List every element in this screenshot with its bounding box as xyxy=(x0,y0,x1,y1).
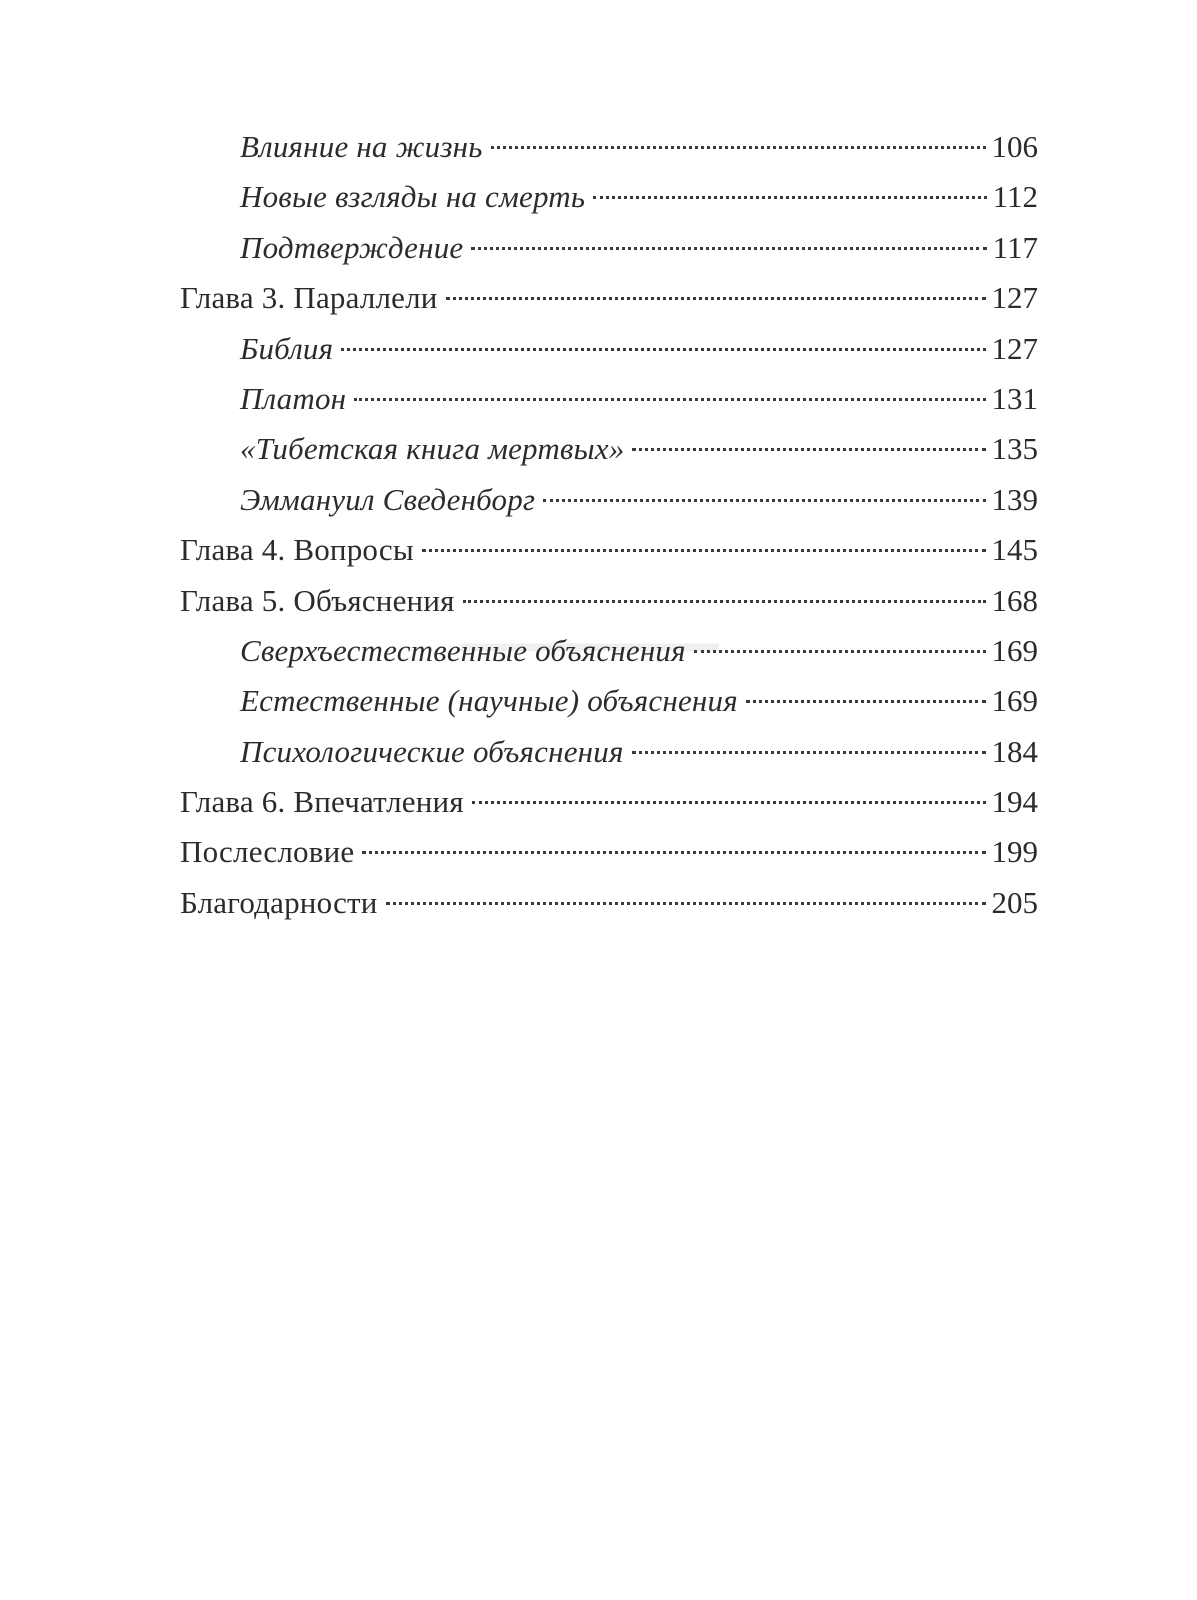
toc-chapter-entry[interactable] xyxy=(180,777,1038,827)
toc-dot-leader xyxy=(632,751,986,754)
toc-entry-title: Благодарности xyxy=(180,884,378,920)
toc-entry-page: 169 xyxy=(991,683,1038,719)
toc-entry[interactable] xyxy=(180,676,1038,726)
toc-entry-title: Библия xyxy=(240,330,334,366)
toc-dot-leader xyxy=(463,600,986,603)
toc-dot-leader xyxy=(471,247,986,250)
toc-entry-title: Новые взгляды на смерть xyxy=(240,179,586,215)
toc-entry[interactable] xyxy=(180,172,1038,222)
toc-dot-leader xyxy=(746,700,986,703)
toc-entry-page: 106 xyxy=(991,129,1038,164)
toc-dot-leader xyxy=(632,448,985,451)
table-of-contents xyxy=(180,122,1038,928)
toc-entry-page: 199 xyxy=(991,834,1038,870)
toc-entry-title: Глава 6. Впечатления xyxy=(180,784,464,820)
toc-entry-title: Влияние на жизнь xyxy=(240,129,483,164)
toc-dot-leader xyxy=(472,801,986,804)
toc-entry-page: 139 xyxy=(991,481,1038,517)
toc-dot-leader xyxy=(694,650,986,653)
toc-entry[interactable] xyxy=(180,324,1038,374)
toc-dot-leader xyxy=(593,196,986,199)
toc-chapter-entry[interactable] xyxy=(180,878,1038,928)
toc-chapter-entry[interactable] xyxy=(180,525,1038,575)
toc-entry[interactable] xyxy=(180,727,1038,777)
toc-entry-title: Глава 4. Вопросы xyxy=(180,532,414,568)
toc-entry-page: 145 xyxy=(991,532,1038,568)
toc-entry[interactable] xyxy=(180,122,1038,172)
toc-entry-page: 169 xyxy=(991,632,1038,668)
bleed-through-decoration: ▁▁▁▁▁▁▁ xyxy=(460,597,719,650)
toc-entry-title: Сверхъестественные объяснения xyxy=(240,632,686,668)
toc-entry[interactable] xyxy=(180,475,1038,525)
toc-dot-leader xyxy=(362,851,985,854)
toc-entry[interactable] xyxy=(180,374,1038,424)
toc-dot-leader xyxy=(386,902,986,905)
toc-entry-page: 112 xyxy=(992,179,1038,215)
toc-chapter-entry[interactable] xyxy=(180,827,1038,877)
toc-entry-page: 127 xyxy=(991,330,1038,366)
toc-entry[interactable] xyxy=(180,223,1038,273)
toc-chapter-entry[interactable] xyxy=(180,576,1038,626)
toc-dot-leader xyxy=(543,499,985,502)
toc-entry-title: Психологические объяснения xyxy=(240,733,624,769)
toc-entry-title: Подтверждение xyxy=(240,229,464,265)
toc-entry-title: Глава 5. Объяснения xyxy=(180,582,455,618)
toc-entry-page: 184 xyxy=(991,733,1038,769)
toc-entry-page: 131 xyxy=(991,380,1038,416)
toc-entry[interactable] xyxy=(180,626,1038,676)
toc-entry-page: 117 xyxy=(992,229,1038,265)
toc-entry-title: Естественные (научные) объяснения xyxy=(240,683,738,719)
toc-entry-page: 135 xyxy=(991,431,1038,467)
toc-entry-page: 205 xyxy=(991,884,1038,920)
toc-entry-page: 168 xyxy=(991,582,1038,618)
toc-entry[interactable] xyxy=(180,424,1038,474)
toc-dot-leader xyxy=(354,398,985,401)
toc-dot-leader xyxy=(341,348,985,351)
toc-entry-page: 194 xyxy=(991,784,1038,820)
toc-chapter-entry[interactable] xyxy=(180,273,1038,323)
toc-entry-page: 127 xyxy=(991,280,1038,316)
toc-entry-title: «Тибетская книга мертвых» xyxy=(240,431,625,467)
toc-dot-leader xyxy=(491,146,986,149)
toc-entry-title: Эммануил Сведенборг xyxy=(240,481,536,517)
toc-entry-title: Платон xyxy=(240,380,347,416)
toc-entry-title: Послесловие xyxy=(180,834,355,870)
toc-dot-leader xyxy=(446,297,986,300)
toc-entry-title: Глава 3. Параллели xyxy=(180,280,438,316)
toc-dot-leader xyxy=(422,549,986,552)
